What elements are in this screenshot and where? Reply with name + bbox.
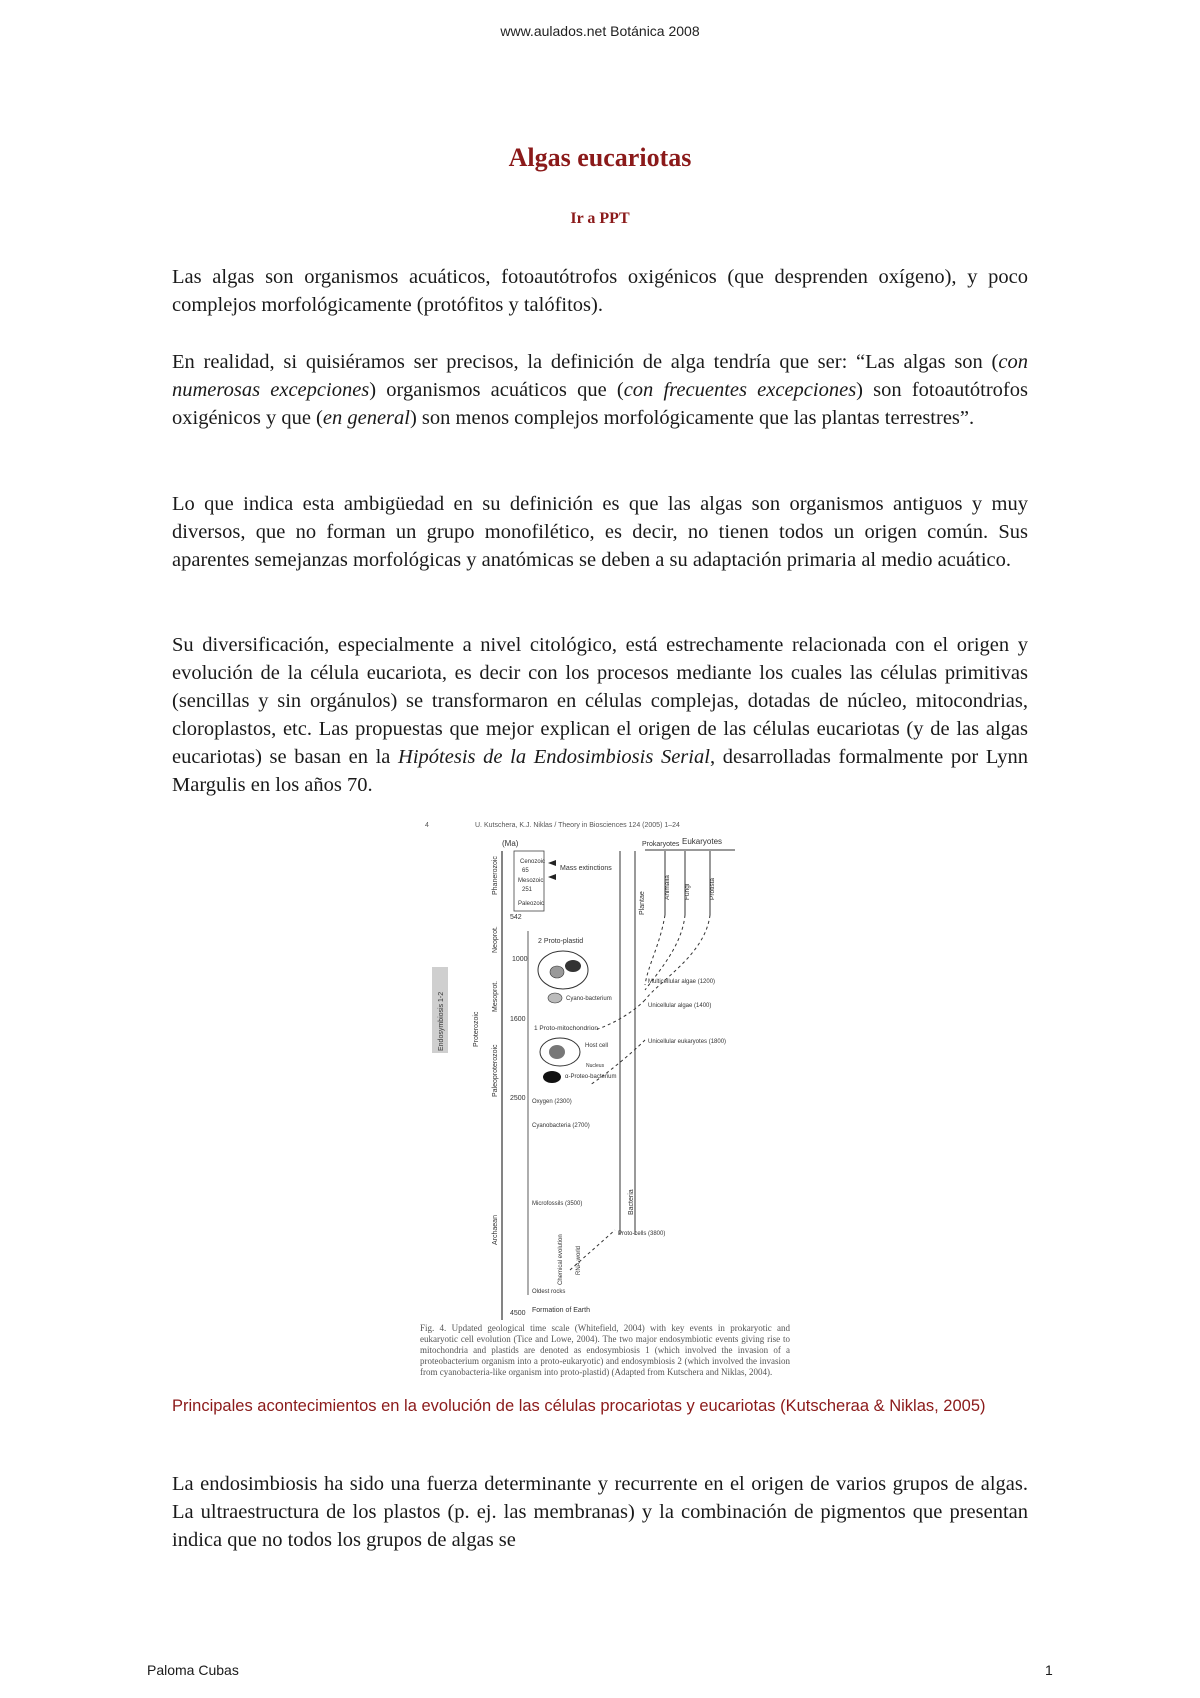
animalia-dashed-branch bbox=[645, 915, 665, 985]
p2-italic-1: con numerosas excepciones bbox=[172, 351, 1028, 401]
protomito-nucleus bbox=[549, 1045, 565, 1059]
label-mass-extinctions: Mass extinctions bbox=[560, 865, 612, 872]
label-eukaryotes: Eukaryotes bbox=[682, 837, 723, 846]
paragraph-1 bbox=[172, 263, 1028, 319]
label-unicellular-algae: Unicellular algae (1400) bbox=[648, 1003, 712, 1009]
label-neoproterozoic: Neoprot. bbox=[492, 926, 499, 953]
page-title: Algas eucariotas bbox=[508, 143, 692, 172]
p2-text-a: En realidad, si quisiéramos ser precisos, la definición de alga tendría que ser: “Las algas son ( bbox=[172, 351, 999, 373]
label-cyanobacteria: Cyanobacteria (2700) bbox=[532, 1123, 590, 1129]
label-endosymbiosis: Endosymbiosis 1-2 bbox=[438, 991, 445, 1051]
label-protista: Protista bbox=[709, 877, 716, 900]
label-mesoproterozoic: Mesoprot. bbox=[492, 980, 499, 1012]
label-cyanobacterium: Cyano-bacterium bbox=[566, 996, 612, 1002]
evolution-diagram bbox=[420, 815, 790, 1325]
label-phanerozoic: Phanerozoic bbox=[492, 856, 499, 895]
label-proterozoic: Proterozoic bbox=[473, 1011, 480, 1047]
label-fungi: Fungi bbox=[684, 883, 691, 900]
label-mesozoic: Mesozoic bbox=[518, 878, 544, 884]
extinction-arrows bbox=[548, 860, 556, 880]
label-oxygen: Oxygen (2300) bbox=[532, 1099, 572, 1105]
label-unicellular-eukaryotes: Unicellular eukaryotes (1800) bbox=[648, 1039, 727, 1045]
label-bacteria: Bacteria bbox=[628, 1189, 635, 1215]
p2-italic-2: con frecuentes excepciones bbox=[623, 379, 857, 401]
tick-542: 542 bbox=[510, 914, 522, 921]
label-chemical-evolution: Chemical evolution bbox=[558, 1234, 564, 1285]
paragraph-2 bbox=[172, 348, 1028, 432]
p2-text-c: ) son fotoautótrofos oxigénicos y que ( bbox=[172, 379, 1028, 429]
p4-text-b: , desarrolladas formalmente por Lynn Margulis en los años 70. bbox=[172, 746, 1028, 796]
tick-1600: 1600 bbox=[510, 1016, 526, 1023]
tick-4500: 4500 bbox=[510, 1310, 526, 1317]
label-ma: (Ma) bbox=[502, 839, 519, 848]
label-rna-world: RNA-world bbox=[576, 1245, 582, 1275]
page-header: www.aulados.net Botánica 2008 bbox=[500, 23, 700, 39]
label-cenozoic: Cenozoic bbox=[520, 859, 546, 865]
label-prokaryotes: Prokaryotes bbox=[642, 841, 680, 848]
paragraph-1-text: Las algas son organismos acuáticos, fotoautótrofos oxigénicos (que desprenden oxígeno), y poco complejos morfológicamente (protófitos y talófitos). bbox=[172, 266, 1028, 316]
label-host-cell: Host cell bbox=[585, 1043, 609, 1049]
paragraph-5 bbox=[172, 1470, 1028, 1554]
p2-text-d: ) son menos complejos morfológicamente que las plantas terrestres”. bbox=[409, 407, 975, 429]
p4-text-a: Su diversificación, especialmente a nivel citológico, está estrechamente relacionada con el origen y evolución de la célula eucariota, es decir con los procesos mediante los cuales las células primitivas (sencillas y sin orgánulos) se transformaron en células complejas, dotadas de núcleo, mitocondrias, cloroplastos, etc. Las propuestas que mejor explican el origen de las células eucariotas (y de las algas eucariotas) se basan en la bbox=[172, 634, 1028, 768]
label-paleoproterozoic: Paleoproterozoic bbox=[492, 1044, 499, 1097]
p4-italic: Hipótesis de la Endosimbiosis Serial bbox=[398, 746, 710, 768]
figure-caption: Principales acontecimientos en la evolución de las células procariotas y eucariotas (Kutscheraa & Niklas, 2005) bbox=[172, 1397, 986, 1415]
cyanobacterium-shape bbox=[548, 993, 562, 1003]
label-protocells: Proto-cells (3800) bbox=[618, 1231, 666, 1237]
paragraph-4 bbox=[172, 631, 1028, 799]
label-protoplastid: 2 Proto-plastid bbox=[538, 938, 584, 945]
evolution-figure bbox=[420, 815, 790, 1345]
protista-dashed-branch bbox=[645, 915, 710, 1000]
label-paleozoic: Paleozoic bbox=[518, 901, 545, 907]
plastid-organelle bbox=[565, 960, 581, 972]
label-microfossils: Microfossils (3500) bbox=[532, 1201, 583, 1207]
tick-65: 65 bbox=[522, 868, 529, 874]
p2-text-b: ) organismos acuáticos que ( bbox=[369, 379, 624, 401]
figure-page-num: 4 bbox=[425, 822, 429, 829]
label-alpha-proteo: α-Proteo-bacterium bbox=[565, 1074, 617, 1080]
footer-page-number: 1 bbox=[1045, 1662, 1053, 1678]
tick-1000: 1000 bbox=[512, 956, 528, 963]
label-formation-earth: Formation of Earth bbox=[532, 1307, 590, 1314]
paragraph-3-text: Lo que indica esta ambigüedad en su definición es que las algas son organismos antiguos y muy diversos, que no forman un grupo monofilético, es decir, no tienen todos un origen común. Sus aparentes semejanzas morfológicas y anatómicas se deben a su adaptación primaria al medio acuático. bbox=[172, 493, 1028, 571]
p2-italic-3: en general bbox=[322, 407, 410, 429]
label-plantae: Plantae bbox=[639, 891, 646, 915]
paragraph-3 bbox=[172, 490, 1028, 574]
alpha-proteo-shape bbox=[543, 1071, 561, 1083]
label-nucleus: Nucleus bbox=[586, 1063, 605, 1069]
footer-author: Paloma Cubas bbox=[147, 1662, 239, 1678]
tick-2500: 2500 bbox=[510, 1095, 526, 1102]
nucleus-organelle bbox=[550, 966, 564, 978]
paragraph-5-text: La endosimbiosis ha sido una fuerza determinante y recurrente en el origen de varios grupos de algas. La ultraestructura de los plastos (p. ej. las membranas) y la combinación de pigmentos que presentan indica que no todos los grupos de algas se bbox=[172, 1473, 1028, 1551]
label-archaean: Archaean bbox=[492, 1215, 499, 1245]
label-protomito: 1 Proto-mitochondrion bbox=[534, 1025, 598, 1032]
ppt-link[interactable]: Ir a PPT bbox=[570, 210, 630, 227]
figure-header: U. Kutschera, K.J. Niklas / Theory in Biosciences 124 (2005) 1–24 bbox=[475, 822, 680, 829]
tick-251: 251 bbox=[522, 887, 533, 893]
label-animalia: Animalia bbox=[664, 875, 671, 900]
figure-caption-original: Fig. 4. Updated geological time scale (Whitefield, 2004) with key events in prokaryotic and eukaryotic cell evolution (Tice and Lowe, 2004). The two major endosymbiotic events giving rise to mitochondria and plastids are denoted as endosymbiosis 1 (which involved the invasion of a proteobacterium organism into a proto-eukaryotic) and endosymbiosis 2 (which involved the invasion from cyanobacteria-like organism into proto-plastid) (Adapted from Kutschera and Niklas, 2004). bbox=[420, 1323, 790, 1377]
label-oldest-rocks: Oldest rocks bbox=[532, 1289, 566, 1295]
label-multicellular-algae: Multicellular algae (1200) bbox=[648, 979, 716, 985]
